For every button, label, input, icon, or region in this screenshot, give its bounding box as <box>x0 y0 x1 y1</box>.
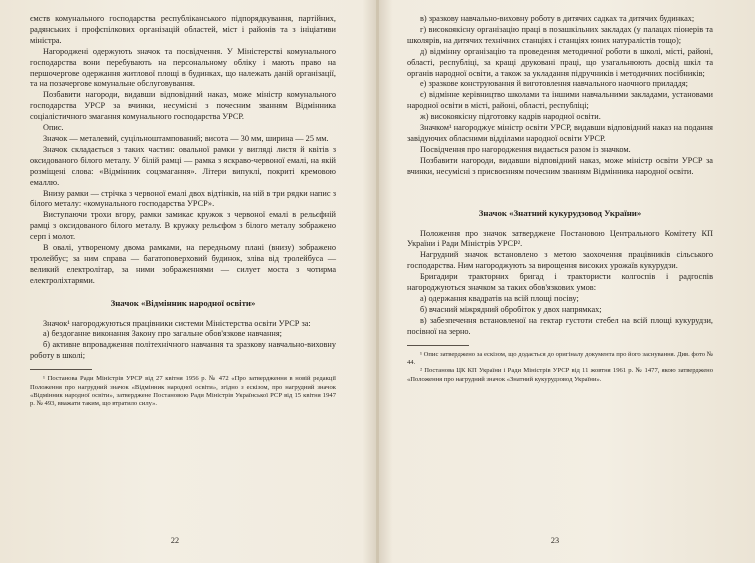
footnote-rule <box>407 345 469 346</box>
paragraph: г) високоякісну організацію праці в позашкільних закладах (у палацах піонерів та школярів, на дитячих технічних станціях і станціях юних натуралістів тощо); <box>407 24 713 45</box>
paragraph: в) забезпечення встановленої на гектар густоти стебел на всій площі кукурудзи, посівної на зерно. <box>407 315 713 336</box>
section-heading: Значок «Відмінник народної освіти» <box>110 297 256 308</box>
paragraph: Виступаючи трохи вгору, рамки замикає кружок з червоної емалі в рельєфній рамці з оксидованого білого металу. В кружку рельєфом з білого металу зображено серп і молот. <box>30 210 336 242</box>
paragraph: а) бездоганне виконання Закону про загальне обов'язкове навчання; <box>43 329 282 339</box>
paragraph: Опис. <box>43 123 64 133</box>
paragraph: Значок складається з таких частин: овальної рамки у вигляді листя й квітів з оксидованого білого металу. У білій рамці — рамка з яскраво-червоної емалі, на якій розміщені слова: «Відмінник соцзмагання». Літери випуклі, покриті кремовою емаллю. <box>30 144 336 187</box>
paragraph: д) відмінну організацію та проведення методичної роботи в школі, місті, районі, області, республіці, за кращі друковані праці, що узагальнюють досвід шкіл та органів народної освіти, а також за укладання підручників і методичних посібників; <box>407 46 713 78</box>
section-heading: Значок «Знатний кукурудзовод України» <box>478 207 642 218</box>
paragraph: Бригадири тракторних бригад і трактористи колгоспів і радгоспів нагороджуються значком за таких обов'язкових умов: <box>407 272 713 293</box>
footnote: ² Постанова ЦК КП України і Ради Міністрів УРСР від 11 жовтня 1961 р. № 1477, якою затверджено «Положення про нагрудний значок «Знатний кукурудзовод України». <box>407 367 713 383</box>
paragraph: Нагороджені одержують значок та посвідчення. У Міністерстві комунального господарства вони перебувають на персональному обліку і мають право на першочергове одержання житлової площі в будинках, що належать даній організації, та на позачергове комунальне обслуговування. <box>30 46 336 89</box>
paragraph: в) зразкову навчально-виховну роботу в дитячих садках та дитячих будинках; <box>420 14 695 23</box>
paragraph: б) активне впровадження політехнічного навчання та зразкову навчально-виховну роботу в школі; <box>30 340 336 361</box>
page-number: 22 <box>170 536 180 545</box>
paragraph: Посвідчення про нагородження видається разом із значком. <box>420 144 631 154</box>
footnote: ¹ Постанова Ради Міністрів УРСР від 27 квітня 1956 р. № 472 «Про затвердження в новій редакції Положення про нагрудний значок «Відмінник народної освіти», згідно з ескізом, про нагрудний значок «Відмінник народної освіти», затверджене Постановою Ради Міністрів Української РСР від 15 квітня 1947 р. № 493, вважати таким, що втратило силу». <box>30 375 336 408</box>
paragraph: Значок¹ нагороджуються працівники системи Міністерства освіти УРСР за: <box>43 318 311 328</box>
paragraph: Внизу рамки — стрічка з червоної емалі двох відтінків, на ній в три рядки напис з білого металу: «комунального господарства УРСР». <box>30 188 336 209</box>
footnote-rule <box>30 369 92 370</box>
paragraph: б) вчасний міжрядний обробіток у двох напрямках; <box>420 304 602 314</box>
paragraph: Положення про значок затверджене Постановою Центрального Комітету КП України і Ради Міністрів УРСР². <box>407 228 713 249</box>
paragraph: Позбавити нагороди, видавши відповідний наказ, може міністр освіти УРСР за вчинки, несумісні з присвоєнням почесним званням Відмінника народної освіти. <box>407 155 713 176</box>
right-page <box>407 14 713 384</box>
paragraph: Нагрудний значок встановлено з метою заохочення працівників сільського господарства. Ним нагороджують за вирощення високих урожаїв кукурудзи. <box>407 250 713 271</box>
paragraph: ж) високоякісну підготовку кадрів народної освіти. <box>420 112 601 122</box>
paragraph: Позбавити нагороди, видавши відповідний наказ, може міністр комунального господарства УРСР за вчинки, несумісні з почесним званням Відмінника соціалістичного змагання комунального господарства УРСР. <box>30 90 336 122</box>
paragraph: Значком¹ нагороджує міністр освіти УРСР, видавши відповідний наказ на подання завідуючих обласними відділами народної освіти УРСР. <box>407 123 713 143</box>
footnote: ¹ Опис затверджено за ескізом, що додається до оригіналу документа про його заснування. Див. фото № 44. <box>407 350 713 366</box>
paragraph: е) зразкове конструювання й виготовлення навчального наочного приладдя; <box>420 79 688 89</box>
left-page <box>30 14 336 409</box>
paragraph: Значок — металевий, суцільноштампований; висота — 30 мм, ширина — 25 мм. <box>43 133 329 143</box>
paragraph: є) відмінне керівництво школами та іншими навчальними закладами, установами народної освіти в місті, районі, області, республіці; <box>407 90 713 111</box>
paragraph: ємств комунального господарства республіканського підпорядкування, партійних, радянських і профспілкових організацій областей, міст і районів та з ініціативи міністра. <box>30 14 336 45</box>
paragraph: а) одержання квадратів на всій площі посіву; <box>420 293 579 303</box>
page-number: 23 <box>550 536 560 545</box>
paragraph: В овалі, утвореному двома рамками, на передньому плані (внизу) зображено тролейбус; за ним справа — багатоповерховий будинок, зліва від тролейбуса — великий електролітар, за ними зображеннями — силует моста з чотирма електроліхтарями. <box>30 243 336 285</box>
book-gutter <box>376 0 379 563</box>
